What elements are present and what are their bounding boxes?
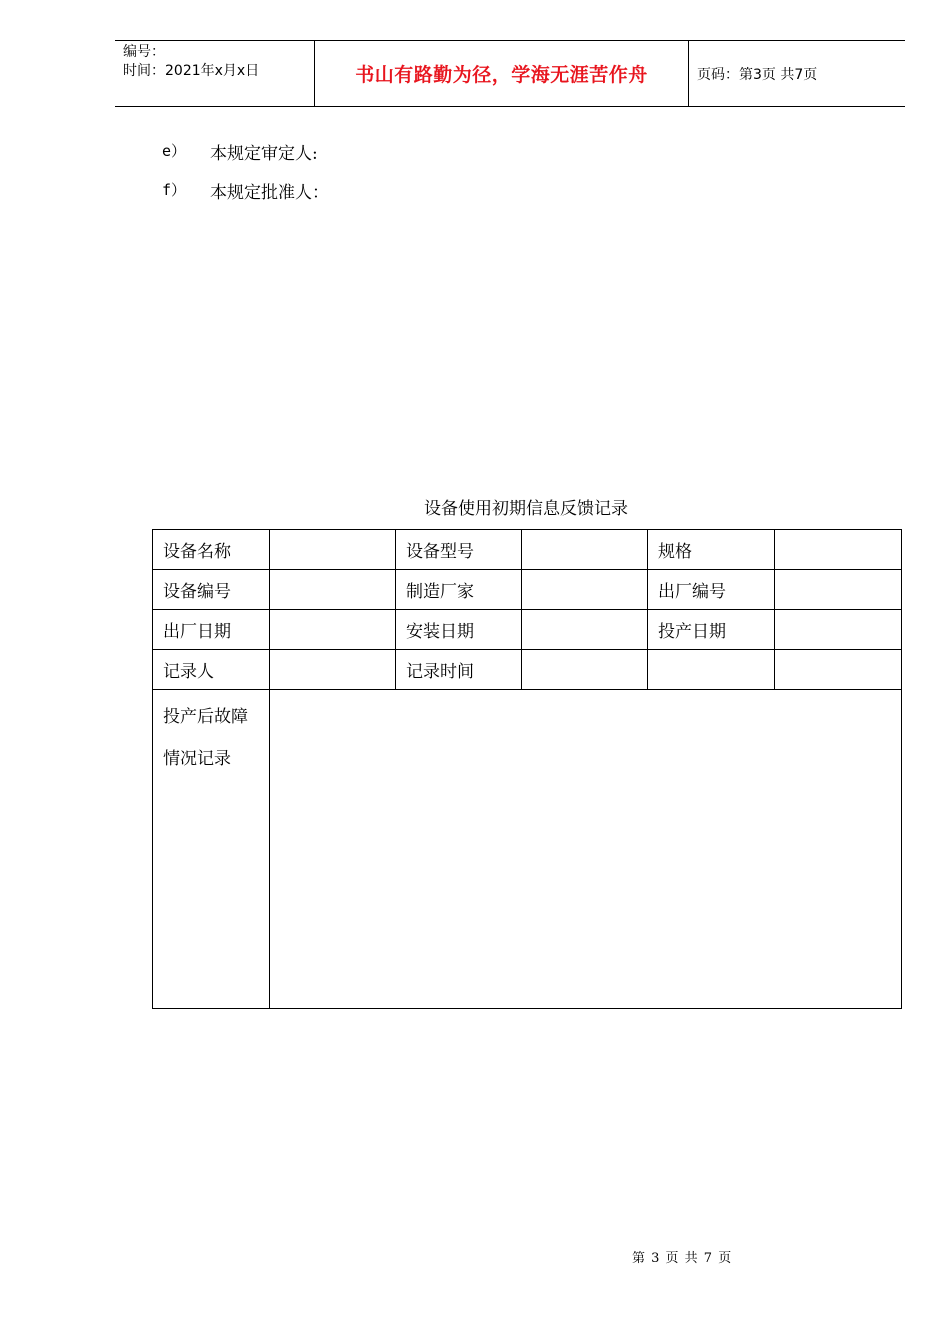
table-row [153, 650, 902, 690]
table-cell[interactable] [775, 570, 902, 610]
list-item-text: 本规定批准人： [210, 183, 329, 203]
page-footer: 第 3 页 共 7 页 [632, 1251, 733, 1266]
header-page-info: 页码：第3页 共7页 [697, 66, 818, 83]
table-cell[interactable] [775, 530, 902, 570]
table-cell[interactable] [775, 610, 902, 650]
table-cell[interactable] [522, 610, 648, 650]
list-item-mark: e） [162, 142, 187, 160]
header-motto: 书山有路勤为径，学海无涯苦作舟 [315, 41, 689, 106]
table-cell: 规格 [648, 530, 775, 570]
table-cell[interactable] [270, 530, 396, 570]
header-meta [115, 41, 315, 106]
table-cell[interactable] [270, 610, 396, 650]
table-cell[interactable] [522, 530, 648, 570]
table-cell: 设备名称 [153, 530, 270, 570]
table-cell: 出厂日期 [153, 610, 270, 650]
table-row [153, 610, 902, 650]
table-cell: 制造厂家 [396, 570, 522, 610]
table-cell: 安装日期 [396, 610, 522, 650]
table-row [153, 530, 902, 570]
fault-record-content[interactable] [270, 690, 902, 1009]
table-cell: 设备型号 [396, 530, 522, 570]
feedback-record-table [152, 529, 902, 1009]
table-cell: 投产日期 [648, 610, 775, 650]
list-item-reviewer [162, 139, 318, 164]
list-item-approver [162, 178, 329, 203]
table-cell[interactable] [775, 650, 902, 690]
table-cell[interactable] [522, 650, 648, 690]
list-item-mark: f） [162, 181, 187, 199]
table-cell: 出厂编号 [648, 570, 775, 610]
table-cell[interactable] [270, 570, 396, 610]
table-title: 设备使用初期信息反馈记录 [424, 499, 628, 519]
page-header [115, 40, 905, 107]
table-row [153, 690, 902, 1009]
document-number-label: 编号： [123, 44, 165, 60]
table-cell: 记录人 [153, 650, 270, 690]
table-cell: 设备编号 [153, 570, 270, 610]
list-item-text: 本规定审定人: [210, 144, 318, 164]
table-cell[interactable] [522, 570, 648, 610]
document-time-label: 时间：2021年x月x日 [123, 63, 260, 79]
table-cell: 记录时间 [396, 650, 522, 690]
table-cell[interactable] [648, 650, 775, 690]
table-row [153, 570, 902, 610]
table-cell[interactable] [270, 650, 396, 690]
fault-record-label: 情况记录 [163, 749, 231, 769]
fault-record-label: 投产后故障 [163, 707, 248, 727]
fault-record-label-cell [153, 690, 270, 1009]
